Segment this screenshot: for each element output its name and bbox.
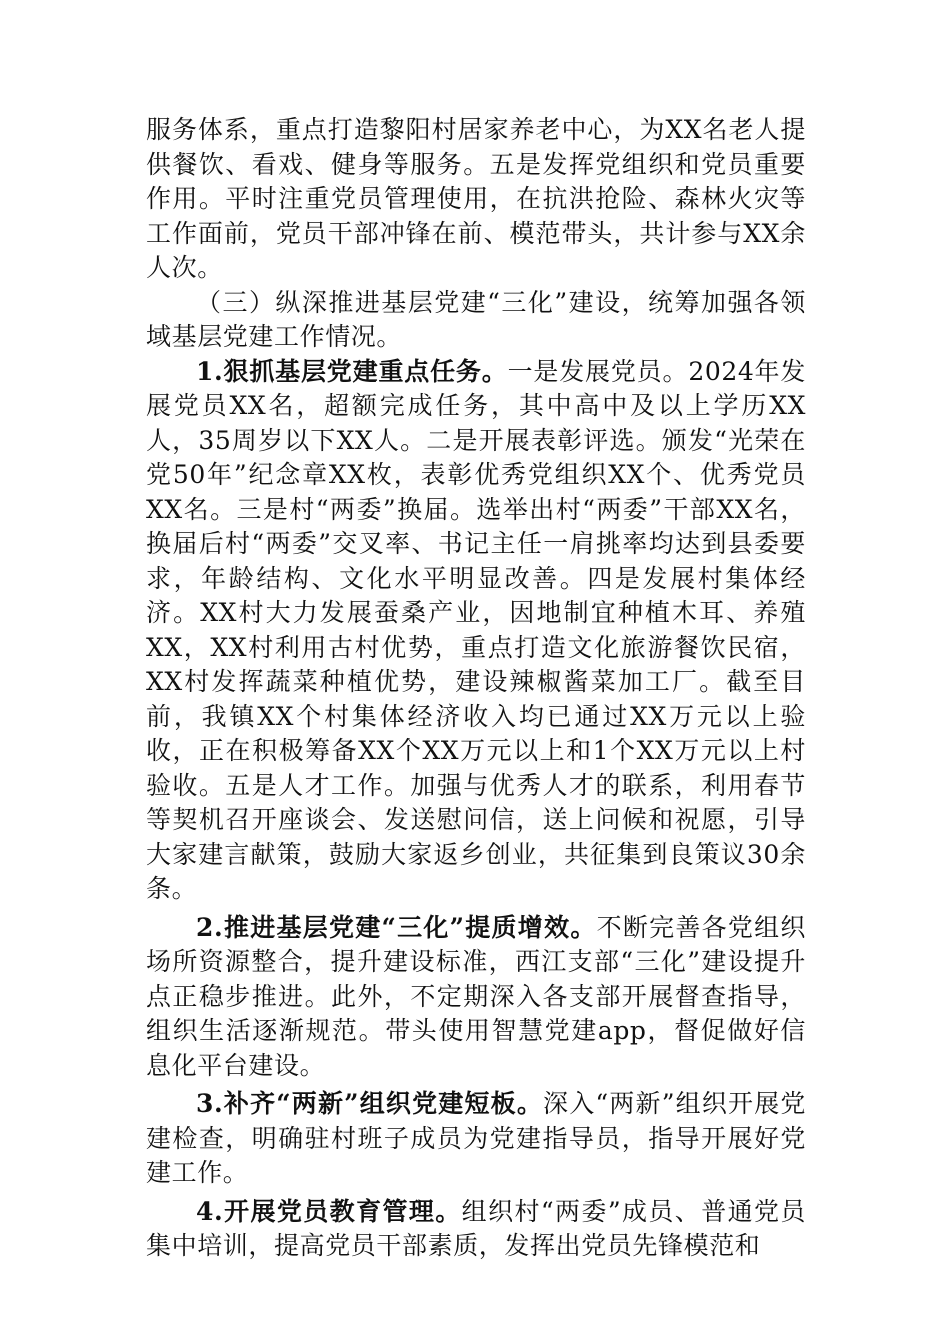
item-heading: 1.狠抓基层党建重点任务。 [196, 356, 508, 386]
paragraph-text: 不断完善各党组织场所资源整合，提升建设标准，西江支部“三化”建设提升点正稳步推进。此外，不定期深入各支部开展督查指导，组织生活逐渐规范。带头使用智慧党建app，督促做好信息化平台建设。 [146, 912, 806, 1080]
paragraph-item-1 [146, 355, 806, 907]
paragraph-item-4 [146, 1195, 806, 1264]
paragraph-text: 服务体系，重点打造黎阳村居家养老中心，为XX名老人提供餐饮、看戏、健身等服务。五是发挥党组织和党员重要作用。平时注重党员管理使用，在抗洪抢险、森林火灾等工作面前，党员干部冲锋在前、模范带头，共计参与XX余人次。 [146, 115, 806, 282]
paragraph-item-2 [146, 911, 806, 1084]
document-page [146, 113, 806, 1264]
paragraph-item-3 [146, 1087, 806, 1191]
item-heading: 4.开展党员教育管理。 [196, 1196, 462, 1226]
paragraph-continuation [146, 113, 806, 286]
item-heading: 3.补齐“两新”组织党建短板。 [196, 1089, 544, 1118]
paragraph-text: 深入“两新”组织开展党建检查，明确驻村班子成员为党建指导员，指导开展好党建工作。 [146, 1089, 806, 1187]
paragraph-text: （三）纵深推进基层党建“三化”建设，统筹加强各领域基层党建工作情况。 [146, 287, 806, 351]
paragraph-text: 组织村“两委”成员、普通党员集中培训，提高党员干部素质，发挥出党员先锋模范和 [146, 1196, 806, 1260]
item-heading: 2.推进基层党建“三化”提质增效。 [196, 912, 597, 942]
paragraph-text: 一是发展党员。2024年发展党员XX名，超额完成任务，其中高中及以上学历XX人，35周岁以下XX人。二是开展表彰评选。颁发“光荣在党50年”纪念章XX枚，表彰优秀党组织XX个、优秀党员XX名。三是村“两委”换届。选举出村“两委”干部XX名，换届后村“两委”交叉率、书记主任一肩挑率均达到县委要求，年龄结构、文化水平明显改善。四是发展村集体经济。XX村大力发展蚕桑产业，因地制宜种植木耳、养殖XX，XX村利用古村优势，重点打造文化旅游餐饮民宿，XX村发挥蔬菜种植优势，建设辣椒酱菜加工厂。截至目前，我镇XX个村集体经济收入均已通过XX万元以上验收，正在积极筹备XX个XX万元以上和1个XX万元以上村验收。五是人才工作。加强与优秀人才的联系，利用春节等契机召开座谈会、发送慰问信，送上问候和祝愿，引导大家建言献策，鼓励大家返乡创业，共征集到良策议30余条。 [146, 356, 806, 903]
section-heading-3 [146, 286, 806, 355]
